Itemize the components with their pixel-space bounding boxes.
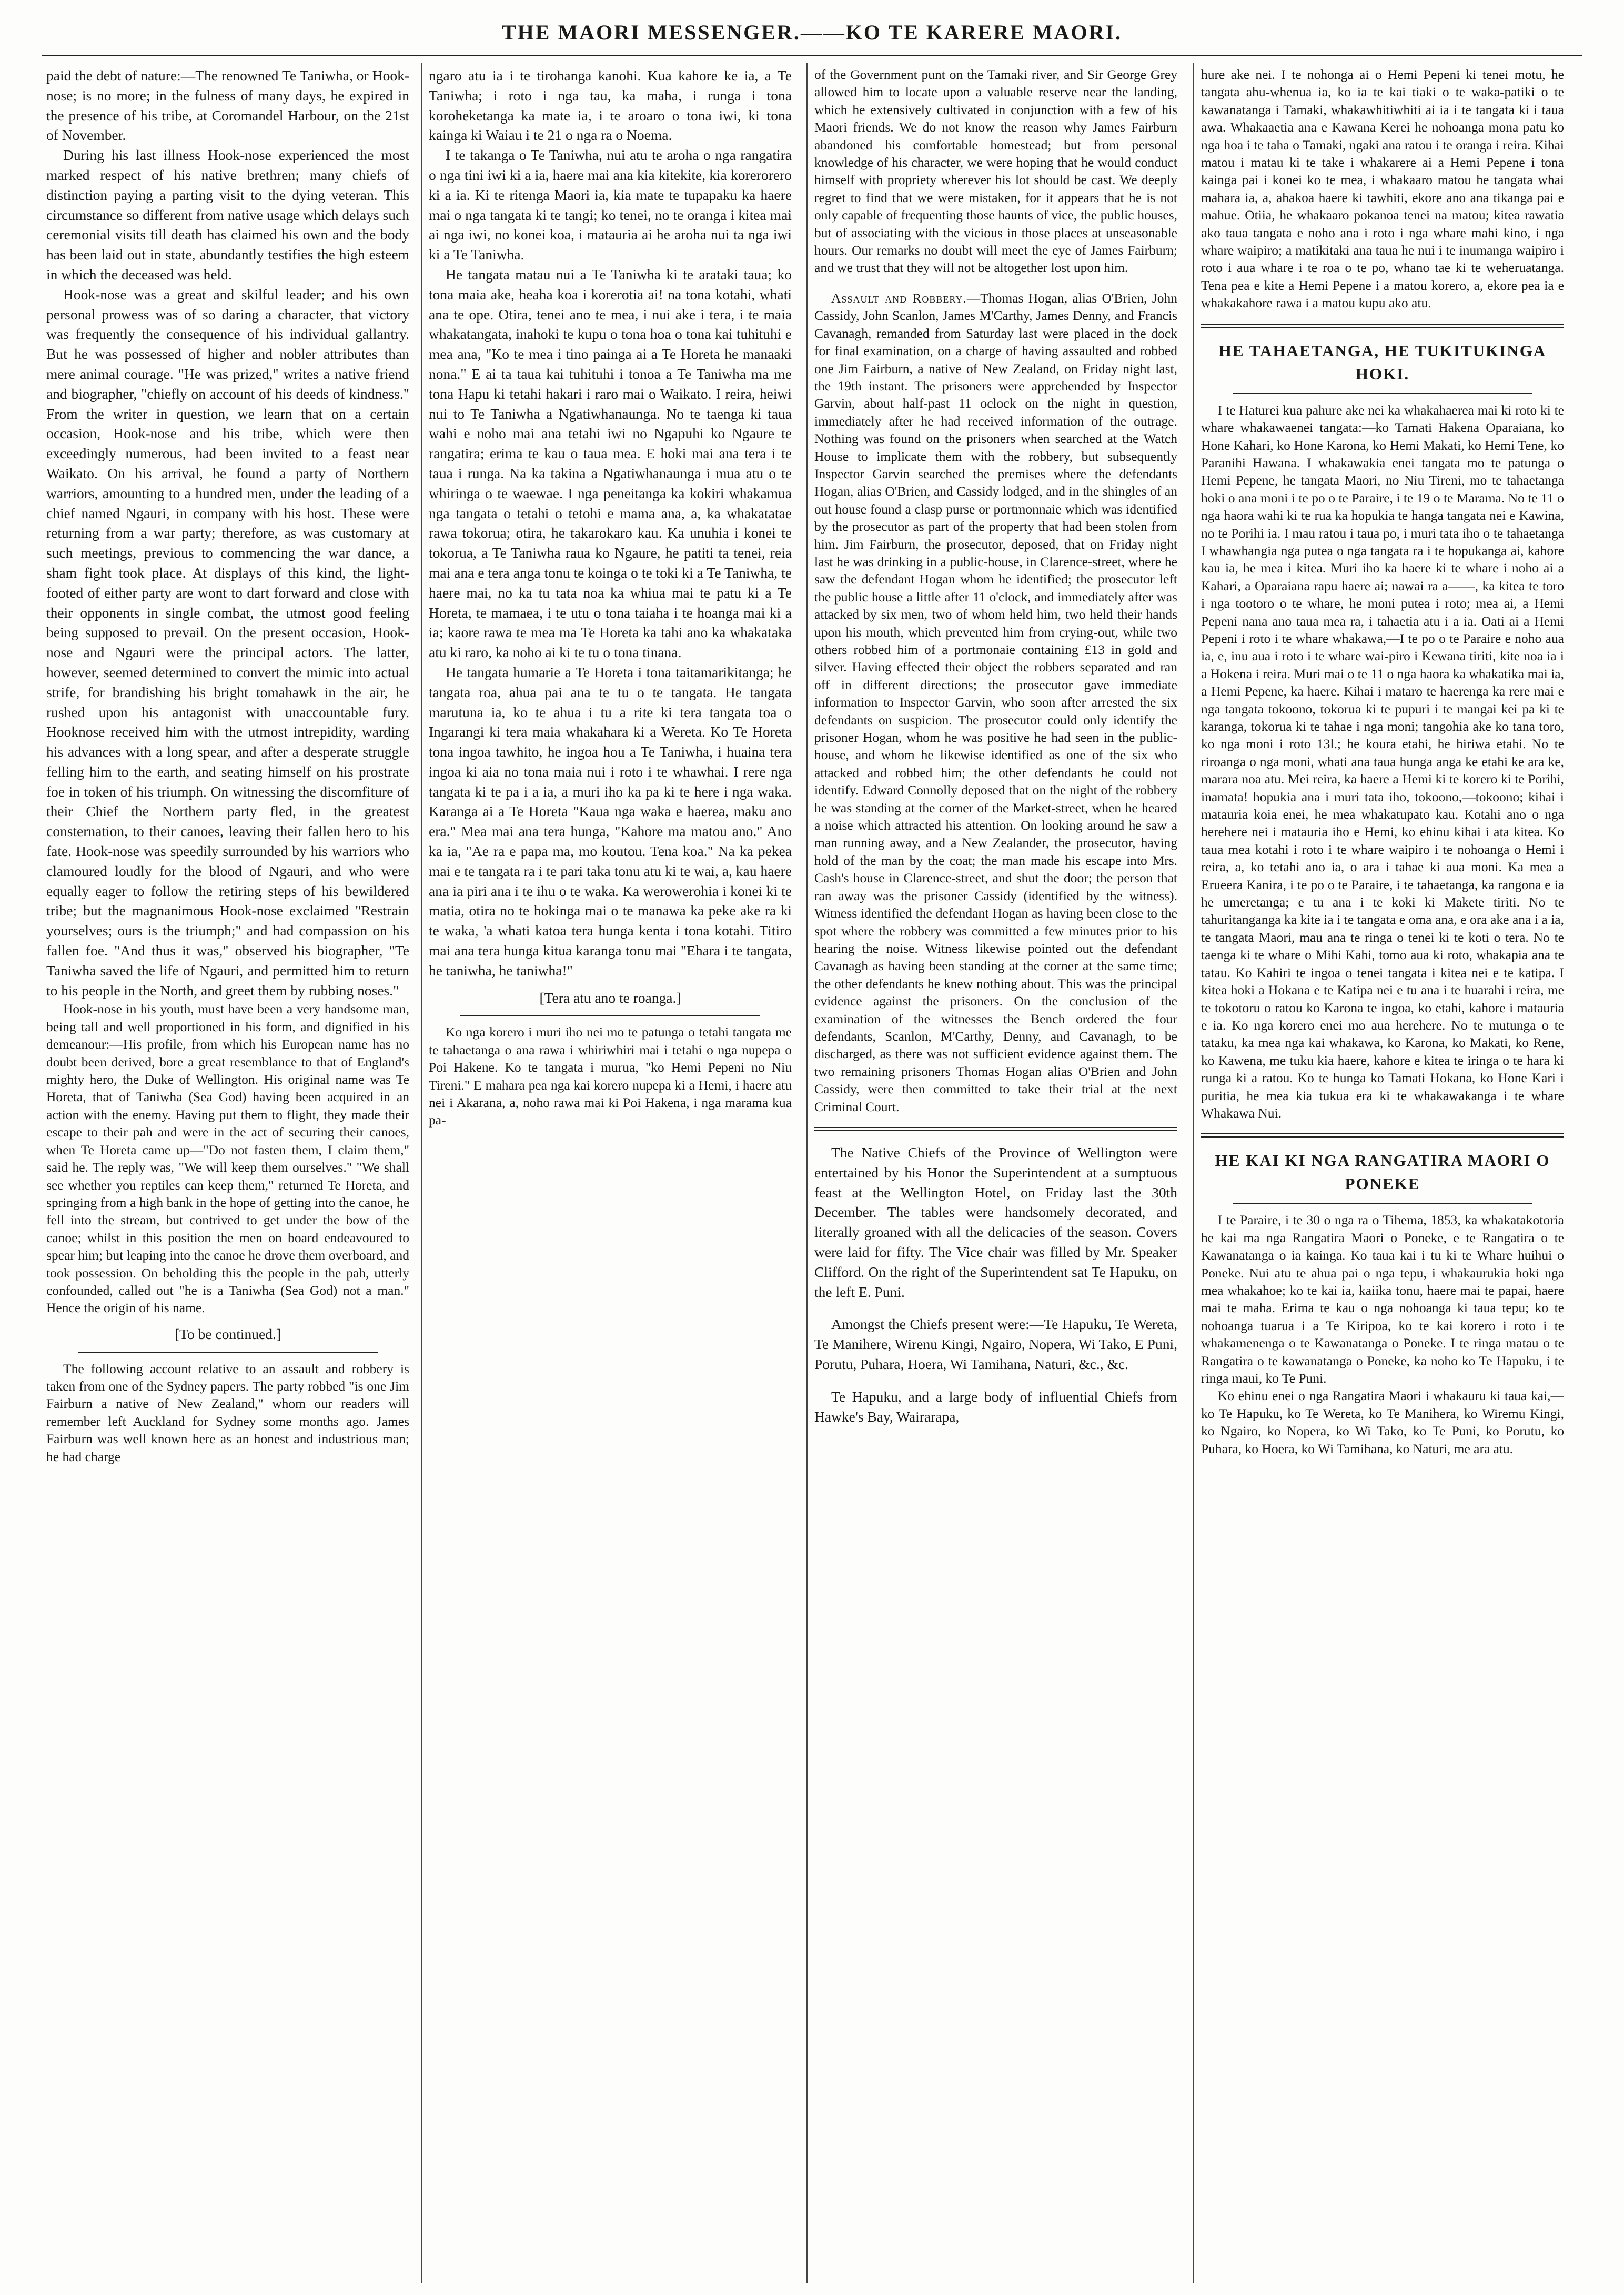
section-rule	[78, 1352, 378, 1353]
column-2-maori	[429, 66, 792, 2276]
assault-title: Assault and Robbery.	[831, 290, 967, 306]
maori-paragraph: I te Paraire, i te 30 o nga ra o Tihema, 1853, ka whakatakotoria he kai ma nga Rangatira Maori o Poneke, e te Rangatira o te Kawanatanga o ia kainga. Ko taua kai i tu ki te Whare huihui o Poneke. Nui atu te ahua pai o nga tepu, i whakaurukia hoki nga mea whakahoe; ko te kai ia, kaiika tonu, haere mai te papai, haere mai te maha. Erima te kau o nga nohoanga ki taua tepu; ko te nohoanga tuarua i a Te Kiripoa, ko te kai korero i roto i te whakamenenga o te Kawanatanga o Poneke. I te ringa matau o te Rangatira o te kawanatanga o Poneke, ka noho ko Te Hapuku, i te ringa maui, ko Te Puni.	[1201, 1212, 1564, 1386]
section-rule	[1233, 393, 1532, 394]
column-3-english	[814, 66, 1177, 2276]
section-rule	[460, 1015, 760, 1016]
to-be-continued-note: [To be continued.]	[175, 1325, 281, 1342]
assault-report-paragraph	[814, 289, 1177, 1115]
obituary-paragraph: Hook-nose was a great and skilful leader; and his own personal prowess was of so daring a character, that victory was frequently the consequence of his individual gallantry. But he was possessed of higher and nobler attributes than mere animal courage. "He was prized," writes a native friend and biographer, "chiefly on account of his deeds of kindness." From the writer in question, we learn that on a certain occasion, Hook-nose and his tribe, which were then exceedingly numerous, had been invited to a feast near Waikato. On his arrival, he found a party of Northern warriors, amounting to a hundred men, under the leading of a chief named Ngauri, in company with his host. These were returning from a war party; therefore, as was customary at such meetings, previous to commencing the war dance, a sham fight took place. At displays of this kind, the light-footed of either party are wont to dart forward and close with their opponents in single combat, the utmost good feeling being supposed to prevail. On the present occasion, Hook-nose and Ngauri were the principal actors. The latter, however, seemed determined to convert the mimic into actual strife, for brandishing his bright tomahawk in the air, he rushed upon his antagonist with unaccountable fury. Hooknose received him with the utmost intrepidity, warding his advances with a long spear, and after a desperate struggle felling him to the earth, and seating himself on his prostrate foe in token of his triumph. On witnessing the discomfiture of their Chief the Northern party fled, in the greatest consternation, to their canoes, leaving their fallen hero to his fate. Hook-nose was speedily surrounded by his warriors who clamoured loudly for the blood of Ngauri, and who were equally eager to follow the retiring steps of his bewildered tribe; but the magnanimous Hook-nose exclaimed "Restrain yourselves; ours is the triumph;" and had compassion on his fallen foe. "And thus it was," observed his biographer, "Te Taniwha saved the life of Ngauri, and permitted him to return to his people in the North, and greet them by rubbing noses."	[46, 286, 409, 999]
maori-paragraph: I te Haturei kua pahure ake nei ka whakahaerea mai ki roto ki te whare whakawaenei tangata:—ko Tamati Hakena Oparaiana, ko Hone Kahari, ko Hone Karona, ko Hemi Makati, ko Hemi Tene, ko Paranihi Hawana. I whakawakia enei tangata mo te patunga o Hemi Pepene, he tangata Maori, no Niu Tireni, mo te tahaetanga hoki o ana moni i te po o te Paraire, i te 19 o te Marama. No te 11 o nga haora wahi ki te rua ka hopukia te hanga tangata nei e Kawina, no te Porihi ia. I mau ratou i taua po, i muri tata iho o te tahaetanga I whawhangia nga putea o nga tangata ra i te hopukanga ai, kahore kau ia, he mea i kitea. Muri iho ka haere ki te whare i noho ai a Kahari, a Oparaiana rapu haere ai; nawai ra a——, ka kitea te toro i nga tootoro o te whare, he moni putea i roto; mea ai, a Hemi Pepeni nana ano taua mea ra, i tahaetia atu i a ia. Oati ai a Hemi Pepeni i roto i te whare whakawa,—I te po o te Paraire e noho aua ia, e, inu aua i roto i te whare wai-piro i Kewana tiriti, kite noa ia i a Hokena i reira. Muri mai o te 11 o nga haora ka whakatika mai ia, a Hemi Pepene, ka haere. Kihai i mataro te haerenga ka rere mai e nga tangata tokoono, tokorua ki te pupuri i te mangai kei pa ki te karanga, tokorua ki te tahae i nga moni; tangohia ake ko tana toro, ko nga moni i roto 13l.; he koura etahi, he hiriwa etahi. No te riroanga o nga moni, whati ana taua hunga anga ke etahi ke ara ke, marara noa atu. Mei reira, ka haere a Hemi ki te korero ki te Porihi, inamata! hopukia ana i muri tata iho, tokoono,—tokoono; kihai i matauria koia enei, he mea whakatupato kau. Kotahi ano o nga herehere nei i matauria iho e Hemi, ko ehinu kihai i ata kitea. Ko taua mea kotahi i roto i te whare waipiro i te nohoanga o Hemi i reira, a, ko tetahi ano ia, o ara i tahae ki aua moni. Ka mea a Erueera Kanira, i te po o te Paraire, i te tahaetanga, ka rangona e ia he umeretanga; e tu ana i te koki ki Makete tiriti. No te tahuritanganga ka kite ia i te tangata e oma ana, e ora ake ana i a ia, te tangata Maori, mau ana te ringa o tenei ki te koti o tera. No te taenga ki te whare o Mihi Kahi, tomo aua ki roto, whakapia ana te tatau. Ko Kahiri te ingoa o tenei tangata i kitea nei e te katipa. I kitea hoki a Hokana e te Katipa nei e tu ana i te huarahi i reira, me te tokotoru o ratou ko Karona te ingoa, ko etahi, kahore i matauria e ia. Ko nga korero enei mo aua herehere. No te mutunga o te tataku, ka mea nga kai whakawa, ko Karona, ko Makati, ko Rene, ko Kawena, me tuku kia haere, kahore e kitea te iringa o te hara ki runga ki a ratou. Ko te hunga ko Tamati Hokana, ko Hone Kari i puritia, he mea kia tukua era ki te whakawakanga i te whare Whakawa Nui.	[1201, 402, 1564, 1121]
maori-paragraph: Ko ehinu enei o nga Rangatira Maori i whakauru ki taua kai,—ko Te Hapuku, ko Te Wereta, ko Te Manihera, ko Wiremu Kingi, ko Ngairo, ko Nopera, ko Wi Tako, ko Te Puni, ko Porutu, ko Puhara, ko Hoera, ko Wi Tamihana, ko Naturi, me ara atu.	[1201, 1388, 1564, 1456]
column-1-english	[46, 66, 409, 2276]
maori-paragraph: ngaro atu ia i te tirohanga kanohi. Kua kahore ke ia, a Te Taniwha; i roto i nga tau, ka maha, i runga i tona koroheketanga ka mate ia, i te aroaro o tona iwi, ki tona kainga ki Waiau i te 21 o nga ra o Noema.	[429, 67, 792, 144]
masthead-title: THE MAORI MESSENGER.——KO TE KARERE MAORI.	[501, 21, 1123, 44]
column-divider	[1193, 63, 1194, 2283]
obituary-paragraph: paid the debt of nature:—The renowned Te Taniwha, or Hook-nose; is no more; in the fulness of many days, he expired in the presence of his tribe, at Coromandel Harbour, on the 21st of November.	[46, 67, 409, 144]
tera-atu-note: [Tera atu ano te roanga.]	[539, 989, 681, 1006]
section-double-rule	[1201, 324, 1564, 328]
column-4-maori	[1201, 66, 1564, 2276]
fairburn-paragraph: of the Government punt on the Tamaki river, and Sir George Grey allowed him to locate upon a valuable reserve near the landing, which he extensively cultivated in conjunction with a few of his Maori friends. We do not know the reason why James Fairburn abandoned his comfortable homestead; but from personal knowledge of his character, we were hoping that he would conduct himself with propriety wherever his lot should be cast. We deeply regret to find that we were mistaken, for it appears that he is not only capable of frequenting those haunts of vice, the public houses, but of associating with the vicious in those places at unseasonable hours. Our remarks no doubt will meet the eye of James Fairburn; and we trust that they will not be altogether lost upon him.	[814, 67, 1177, 276]
column-divider	[421, 63, 422, 2283]
maori-paragraph: He tangata humarie a Te Horeta i tona taitamarikitanga; he tangata roa, ahua pai ana te tu o te tangata. He tangata marutuna ia, ko te ahua i tu a rite ki tera tangata toa o Ingarangi ki tera maia whakahara ki a Wereta. Ko Te Horeta tona ingoa tawhito, he ingoa hou a Te Taniwha, i huaina tera ingoa ki aia no tona maia nui i roto i te whawhai. I rere nga tangata ki te pa i a ia, a muri iho ka pa ki te here i nga waka. Karanga ai a Te Horeta "Kaua nga waka e haerea, maku ano era." Mea mai ana tera hunga, "Kahore ma matou ano." Ano ka ia, "Ae ra e papa ma, mo koutou. Tena koa." Na ka pekea mai e te tangata ra i te pari taka tonu atu ki te wai, a, kau haere ana ia piri ana i te ihu o te waka. Ka werowerohia i konei ki te matia, otira no te hokinga mai o te manawa ka peke ake ra ki te waka, 'a whati katoa tera hunga kenta i tona kotahi. Titiro mai ana tera hunga kitua karanga tonu mai "Ehara i te tangata, he taniwha, he taniwha!"	[429, 663, 792, 979]
section-double-rule	[814, 1127, 1177, 1131]
section-heading: HE TAHAETANGA, HE TUKITUKINGA HOKI.	[1218, 341, 1547, 383]
feast-paragraph: Te Hapuku, and a large body of influential Chiefs from Hawke's Bay, Wairarapa,	[814, 1388, 1177, 1425]
feast-paragraph: The Native Chiefs of the Province of Wellington were entertained by his Honor the Superintendent at a sumptuous feast at the Wellington Hotel, on Friday last the 30th December. The tables were handsomely decorated, and literally groaned with all the delicacies of the season. Covers were laid for fifty. The Vice chair was filled by Mr. Speaker Clifford. On the right of the Superintendent sat Te Hapuku, on the left E. Puni.	[814, 1144, 1177, 1300]
section-rule	[1233, 1203, 1532, 1204]
chiefs-list-paragraph: Amongst the Chiefs present were:—Te Hapuku, Te Wereta, Te Manihere, Wirenu Kingi, Ngairo, Nopera, Wi Tako, E Puni, Porutu, Puhara, Hoera, Wi Tamihana, Naturi, &c., &c.	[814, 1316, 1177, 1372]
assault-intro-paragraph: The following account relative to an assault and robbery is taken from one of the Sydney papers. The party robbed "is one Jim Fairburn a native of New Zealand," whom our readers will remember left Auckland for Sydney some months ago. James Fairburn was well known here as an honest and industrious man; he had charge	[46, 1361, 409, 1464]
masthead-rule	[42, 55, 1582, 56]
maori-paragraph: I te takanga o Te Taniwha, nui atu te aroha o nga rangatira o nga tini iwi ki a ia, haere mai ana kia kitekite, kia korerorero ki a ia. Ki te ritenga Maori ia, kia mate te tupapaku ka haere mai o nga tangata ki te tangi; ko tenei, no te oranga i kitea mai ai nga iwi, no konei koa, i matauria ai he aroha nui ta nga iwi ki a Te Taniwha.	[429, 147, 792, 263]
column-divider	[806, 63, 808, 2283]
obituary-paragraph: Hook-nose in his youth, must have been a very handsome man, being tall and well proportioned in his form, and dignified in his demeanour:—His profile, from which his European name has no doubt been derived, bore a great resemblance to that of England's mighty hero, the Duke of Wellington. His original name was Te Horeta, that of Taniwha (Sea God) having been acquired in an action with the enemy. Having put them to flight, they made their escape to their pah and were in the act of securing their canoes, when Te Horeta came up—"Do not fasten them, I claim them," said he. The reply was, "We will keep them ourselves." "We shall see whether you reptiles can keep them," returned Te Horeta, and springing from a high bank in the hope of getting into the canoe, he fell into the stream, but contrived to get under the bow of the canoe; whilst in this position the men on board endeavoured to spear him; but leaping into the canoe he drove them overboard, and took possession. On beholding this the people in the pah, utterly confounded, called out "he is a Taniwha (Sea God) not a man." Hence the origin of his name.	[46, 1001, 409, 1316]
maori-paragraph: He tangata matau nui a Te Taniwha ki te arataki taua; ko tona maia ake, heaha koa i korerotia ai! na tona kotahi, whati ana te ope. Otira, tenei ano te mea, i nui ake i tera, i te maia whakatangata, inahoki te kupu o tona hoa o tona kai tuhituhi e mea ana, "Ko te mea i tino painga ai a Te Horeta he manaaki nona." E ai ta taua kai tuhituhi i tonoa a Te Taniwha ma me tona Hapu ki tetahi hakari i raro mai o Waikato. I reira, heiwi nui to Te Taniwha a Ngatiwhanaunga. No te taenga ki taua wahi e noho mai ana tetahi iwi no Ngapuhi ko Ngaure te rangatira; erima te kau o taua mea. E hoki mai ana tera i te taua i runga. Na ka takina a Ngatiwhanaunga i mua atu o te whiringa o te waewae. I nga peneitanga ka kokiri whakamua nga tangata o tetahi o tetohi e mama ana, a, ka whakatatae rawa tokorua; otira, he takarokaro kau. Ka unuhia i konei te tokorua, a Te Taniwha raua ko Ngaure, he patiti ta tenei, reia mai ana e tera anga tonu te koinga o te toki ki a Te Taniwha, te haere mai, no ka tu tata noa ka whiua mai te patu ki a Te Horeta, te mamaea, i te utu o tona taiaha i te hoanga mai ki a ia; kaore rawa te mea ma Te Horeta ka tahi ano ka whakataka atu ki raro, ka noho ai ki te tu o tona tinana.	[429, 266, 792, 661]
section-double-rule	[1201, 1133, 1564, 1138]
section-heading: HE KAI KI NGA RANGATIRA MAORI O PONEKE	[1215, 1151, 1550, 1193]
maori-paragraph: Ko nga korero i muri iho nei mo te patunga o tetahi tangata me te tahaetanga o ana rawa i whiriwhiri mai i tetahi o nga nupepa o Poi Hakene. Ko te tangata i murua, "ko Hemi Pepeni no Niu Tireni." E mahara pea nga kai korero nupepa ki a Hemi, i haere atu nei i Akarana, a, noho rawa mai ki Poi Hakena, i nga marama kua pa-	[429, 1024, 792, 1128]
obituary-paragraph: During his last illness Hook-nose experienced the most marked respect of his native brethren; many chiefs of distinction paying a parting visit to the dying veteran. This circumstance so different from native usage which delays such ceremonial visits till death has claimed his own and the body has been laid out in state, abundantly testifies the high esteem in which the deceased was held.	[46, 147, 409, 283]
maori-paragraph: hure ake nei. I te nohonga ai o Hemi Pepeni ki tenei motu, he tangata ahu-whenua ia, ko ia te kai tiaki o te waka-patiki o te kawanatanga i Tamaki, whakawhitiwhiti ai ia i te tangata ki i taua awa. Whakaaetia ana e Kawana Kerei he nohoanga mona patu ko nga hoa i te taha o Tamaki, ngaki ana ratou i te oranga i reira. Kihai matou i matau ki te take i whakarere ai a Hemi Pepene i tona kainga pai i konei ko te mea, i whakaaro matou he tangata whai mahara ia, a, ahakoa haere ki tawhiti, ekore ano ana tikanga pai e mahue. Otiia, he whakaaro pokanoa tenei na matou; kitea rawatia ako taua tangata e noho ana i roto i nga whare mahi kino, i nga whare waipiro; a matikitaki ana taua he nui i te inumanga waipiro i roto i aua whare i te roa o te po, whano tae ki te weheruatanga. Tena pea e kite a Hemi Pepene i a matou korero, a, ekore pea ia e whakakahore rawa i a matou kupu ako atu.	[1201, 67, 1564, 311]
assault-report-body: —Thomas Hogan, alias O'Brien, John Cassidy, John Scanlon, James M'Carthy, James Denny, and Francis Cavanagh, remanded from Saturday last were placed in the dock for final examination, on a charge of having assaulted and robbed one Jim Fairburn, a native of New Zealand, on Friday night last, the 19th instant. The prisoners were apprehended by Inspector Garvin, about half-past 11 oclock on the night in question, immediately after he had received information of the outrage. Nothing was found on the prisoners when searched at the Watch House to implicate them with the robbery, but subsequently Inspector Garvin searched the premises where the defendants Hogan, alias O'Brien, and Cassidy lodged, and in the shingles of an out house found a clasp purse or portmonnaie which was identified by the prosecutor as part of the property that had been stolen from him. Jim Fairburn, the prosecutor, deposed, that on Friday night last he was drinking in a public-house, in Clarence-street, where he saw the defendant Hogan whom he identified; the prosecutor left the public house a little after 11 o'clock, and immediately after was attacked by six men, two of whom held him, two held their hands upon his mouth, which prevented him from crying-out, while two others robbed him of a portmonaie containing £13 in gold and silver. Having effected their object the robbers separated and ran off in different directions; the prosecutor gave immediate information to Inspector Garvin, who soon after arrested the six defendants on suspicion. The prosecutor could only identify the prisoner Hogan, whom he was positive he had seen in the public-house, and whom he likewise identified as one of the six who attacked and robbed him; the other defendants he could not identify. Edward Connolly deposed that on the night of the robbery he was standing at the corner of the Market-street, when he heared a noise which attracted his attention. On looking around he saw a man running away, and a New Zealander, the prosecutor, having hold of the man by the coat; the man made his escape into Mrs. Cash's house in Clarence-street, and shut the door; the person that ran away was the prisoner Cassidy (identified by the witness). Witness identified the defendant Hogan as having been close to the spot where the robbery was committed a few minutes prior to his hearing the noise. Witness likewise pointed out the defendant Cavanagh as having been standing at the corner at the same time; the other defendants he knew nothing about. This was the principal evidence against the prisoners. On the conclusion of the examination of the witnesses the Bench ordered the four defendants, Scanlon, M'Carthy, Denny, and Cavanagh, to be discharged, as there was not sufficient evidence against them. The two remaining prisoners Thomas Hogan alias O'Brien and John Cassidy, were then committed to take their trial at the next Criminal Court.	[814, 290, 1177, 1114]
